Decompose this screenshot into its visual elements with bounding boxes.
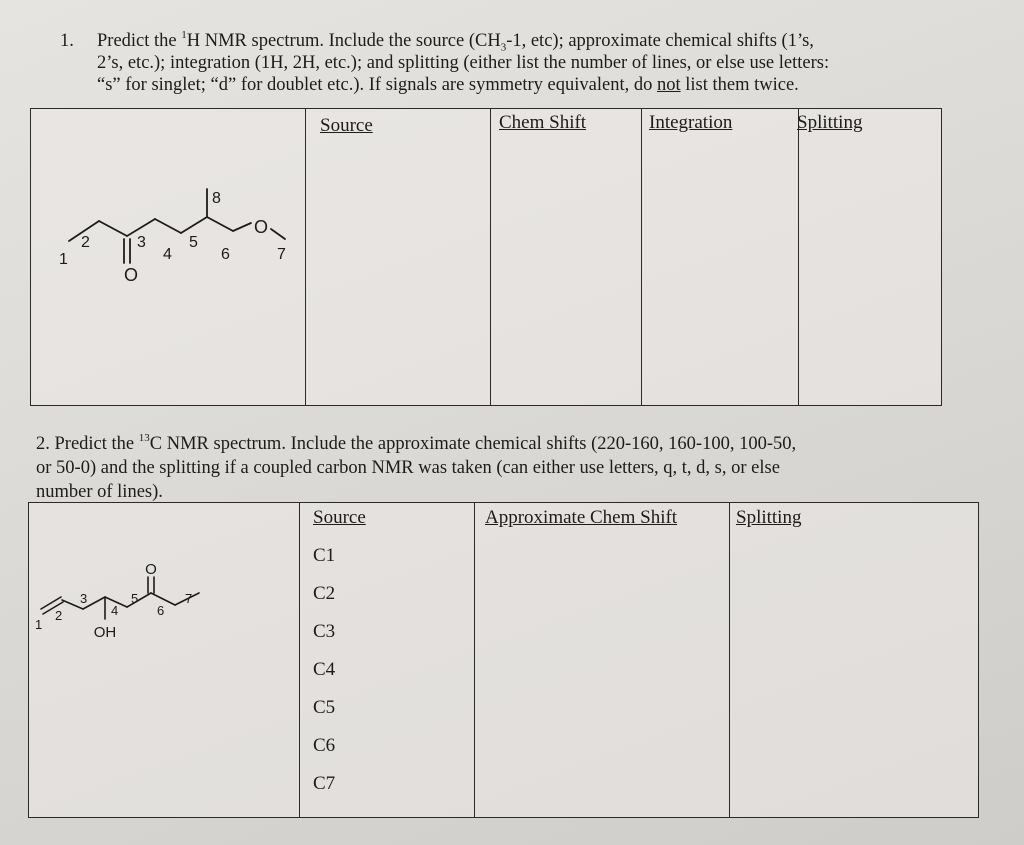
q2-line2: or 50-0) and the splitting if a coupled carbon NMR was taken (can either use letters, q, t, d, s, or else — [36, 458, 780, 478]
q1-line1-b: H NMR spectrum. Include the source (CH — [186, 31, 501, 51]
q2-source-c1: C1 — [313, 545, 336, 566]
q1-prompt — [97, 30, 977, 96]
q2-label-oh: OH — [93, 624, 117, 641]
q2-header-source: Source — [313, 507, 366, 528]
q2-line1-a: 2. Predict the — [36, 434, 139, 454]
q1-col-divider-1 — [305, 109, 306, 405]
q1-line3-b: list them twice. — [680, 75, 799, 95]
q1-label-o-carbonyl: O — [123, 265, 139, 285]
q2-col-divider-3 — [729, 503, 730, 817]
q2-label-c4: 4 — [111, 603, 119, 618]
q1-header-integration: Integration — [649, 112, 733, 133]
q1-header-chem-shift: Chem Shift — [499, 112, 587, 133]
q1-line3-not: not — [656, 75, 681, 95]
q1-line1-sup: 1 — [181, 28, 187, 41]
q1-header-splitting: Splitting — [797, 112, 863, 133]
q2-label-c1: 1 — [35, 617, 43, 632]
q1-line1-c: -1, etc); approximate chemical shifts (1’s, — [506, 31, 814, 51]
q1-line1-a: Predict the — [97, 31, 182, 51]
q2-source-c4: C4 — [313, 659, 336, 680]
q1-label-c6: 6 — [221, 246, 230, 263]
q2-table — [28, 502, 979, 818]
q2-header-splitting: Splitting — [736, 507, 802, 528]
q2-header-approx-shift: Approximate Chem Shift — [485, 507, 678, 528]
q2-source-c2: C2 — [313, 583, 336, 604]
q1-label-c5: 5 — [189, 234, 198, 251]
q2-source-c5: C5 — [313, 697, 336, 718]
q2-col-divider-2 — [474, 503, 475, 817]
q2-molecule-structure — [35, 557, 215, 649]
q2-source-c6: C6 — [313, 735, 336, 756]
q2-line3: number of lines). — [36, 482, 163, 502]
q2-prompt — [36, 432, 966, 504]
q1-table — [30, 108, 942, 406]
q2-source-c7: C7 — [313, 773, 336, 794]
q1-col-divider-3 — [641, 109, 642, 405]
q1-label-o-ether: O — [253, 217, 269, 237]
q1-label-c3: 3 — [137, 234, 146, 251]
q2-label-o-carbonyl: O — [145, 561, 157, 578]
q1-line2: 2’s, etc.); integration (1H, 2H, etc.); and splitting (either list the number of lines, or else use letters: — [97, 53, 830, 73]
q2-label-c3: 3 — [80, 591, 88, 606]
q1-label-c8: 8 — [212, 190, 221, 207]
q2-source-c3: C3 — [313, 621, 336, 642]
q1-label-c4: 4 — [163, 246, 172, 263]
q2-label-c7: 7 — [185, 591, 193, 606]
q1-label-c7: 7 — [277, 246, 286, 263]
q1-label-c2: 2 — [81, 234, 90, 251]
q1-col-divider-4 — [798, 109, 799, 405]
q1-label-c1: 1 — [59, 251, 68, 268]
q1-molecule-structure — [51, 181, 301, 296]
q2-line1-sup: 13 — [138, 431, 150, 444]
q1-header-source: Source — [320, 115, 373, 136]
q1-number: 1. — [60, 31, 74, 51]
q2-label-c6: 6 — [157, 603, 165, 618]
q2-label-c2: 2 — [55, 608, 63, 623]
q2-label-c5: 5 — [131, 591, 139, 606]
q2-line1-b: C NMR spectrum. Include the approximate chemical shifts (220-160, 160-100, 100-50, — [149, 434, 797, 454]
q1-col-divider-2 — [490, 109, 491, 405]
q1-line1-sub: 3 — [500, 41, 507, 54]
q2-col-divider-1 — [299, 503, 300, 817]
q1-line3-a: “s” for singlet; “d” for doublet etc.). If signals are symmetry equivalent, do — [97, 75, 657, 95]
